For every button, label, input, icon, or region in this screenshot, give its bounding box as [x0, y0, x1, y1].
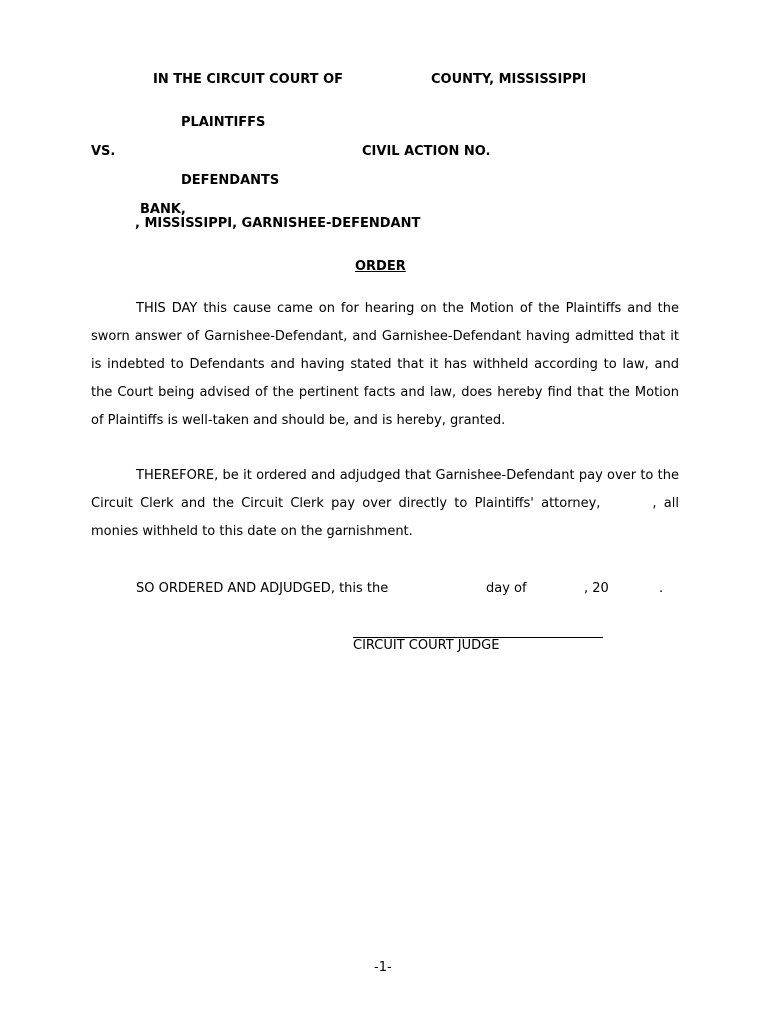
judge-signature-label: CIRCUIT COURT JUDGE	[353, 638, 500, 653]
garnishee-bank-line: BANK,	[140, 202, 186, 217]
paragraph-1-text: THIS DAY this cause came on for hearing on the Motion of the Plaintiffs and the sworn answer of Garnishee-Defendant, and Garnishee-Defendant having admitted that it is indebted to Defendants and having stated that it has withheld according to law, and the Court being advised of the pertinent facts and law, does hereby find that the Motion of Plaintiffs is well-taken and should be, and is hereby, granted.	[91, 301, 679, 428]
order-paragraph-2	[91, 462, 679, 546]
garnishee-defendant-line: , MISSISSIPPI, GARNISHEE-DEFENDANT	[135, 216, 421, 231]
so-ordered-year: , 20	[584, 581, 609, 596]
paragraph-2-text-a: THEREFORE, be it ordered and adjudged that Garnishee-Defendant pay over to the Circuit Clerk and the Circuit Clerk pay over directly to Plaintiffs' attorney,	[91, 468, 679, 511]
page-number: -1-	[374, 960, 392, 975]
plaintiffs-label: PLAINTIFFS	[181, 115, 266, 130]
court-county: COUNTY, MISSISSIPPI	[431, 72, 587, 87]
versus-label: VS.	[91, 144, 116, 159]
so-ordered-text: SO ORDERED AND ADJUDGED, this the	[136, 581, 389, 596]
document-title: ORDER	[355, 259, 406, 274]
civil-action-label: CIVIL ACTION NO.	[362, 144, 491, 159]
order-paragraph-1	[91, 295, 679, 435]
defendants-label: DEFENDANTS	[181, 173, 280, 188]
court-name-left: IN THE CIRCUIT COURT OF	[153, 72, 344, 87]
so-ordered-period: .	[659, 581, 664, 596]
paragraph-2-text-b: , all monies withheld to this date on the garnishment.	[91, 496, 679, 539]
so-ordered-day-of: day of	[486, 581, 527, 596]
